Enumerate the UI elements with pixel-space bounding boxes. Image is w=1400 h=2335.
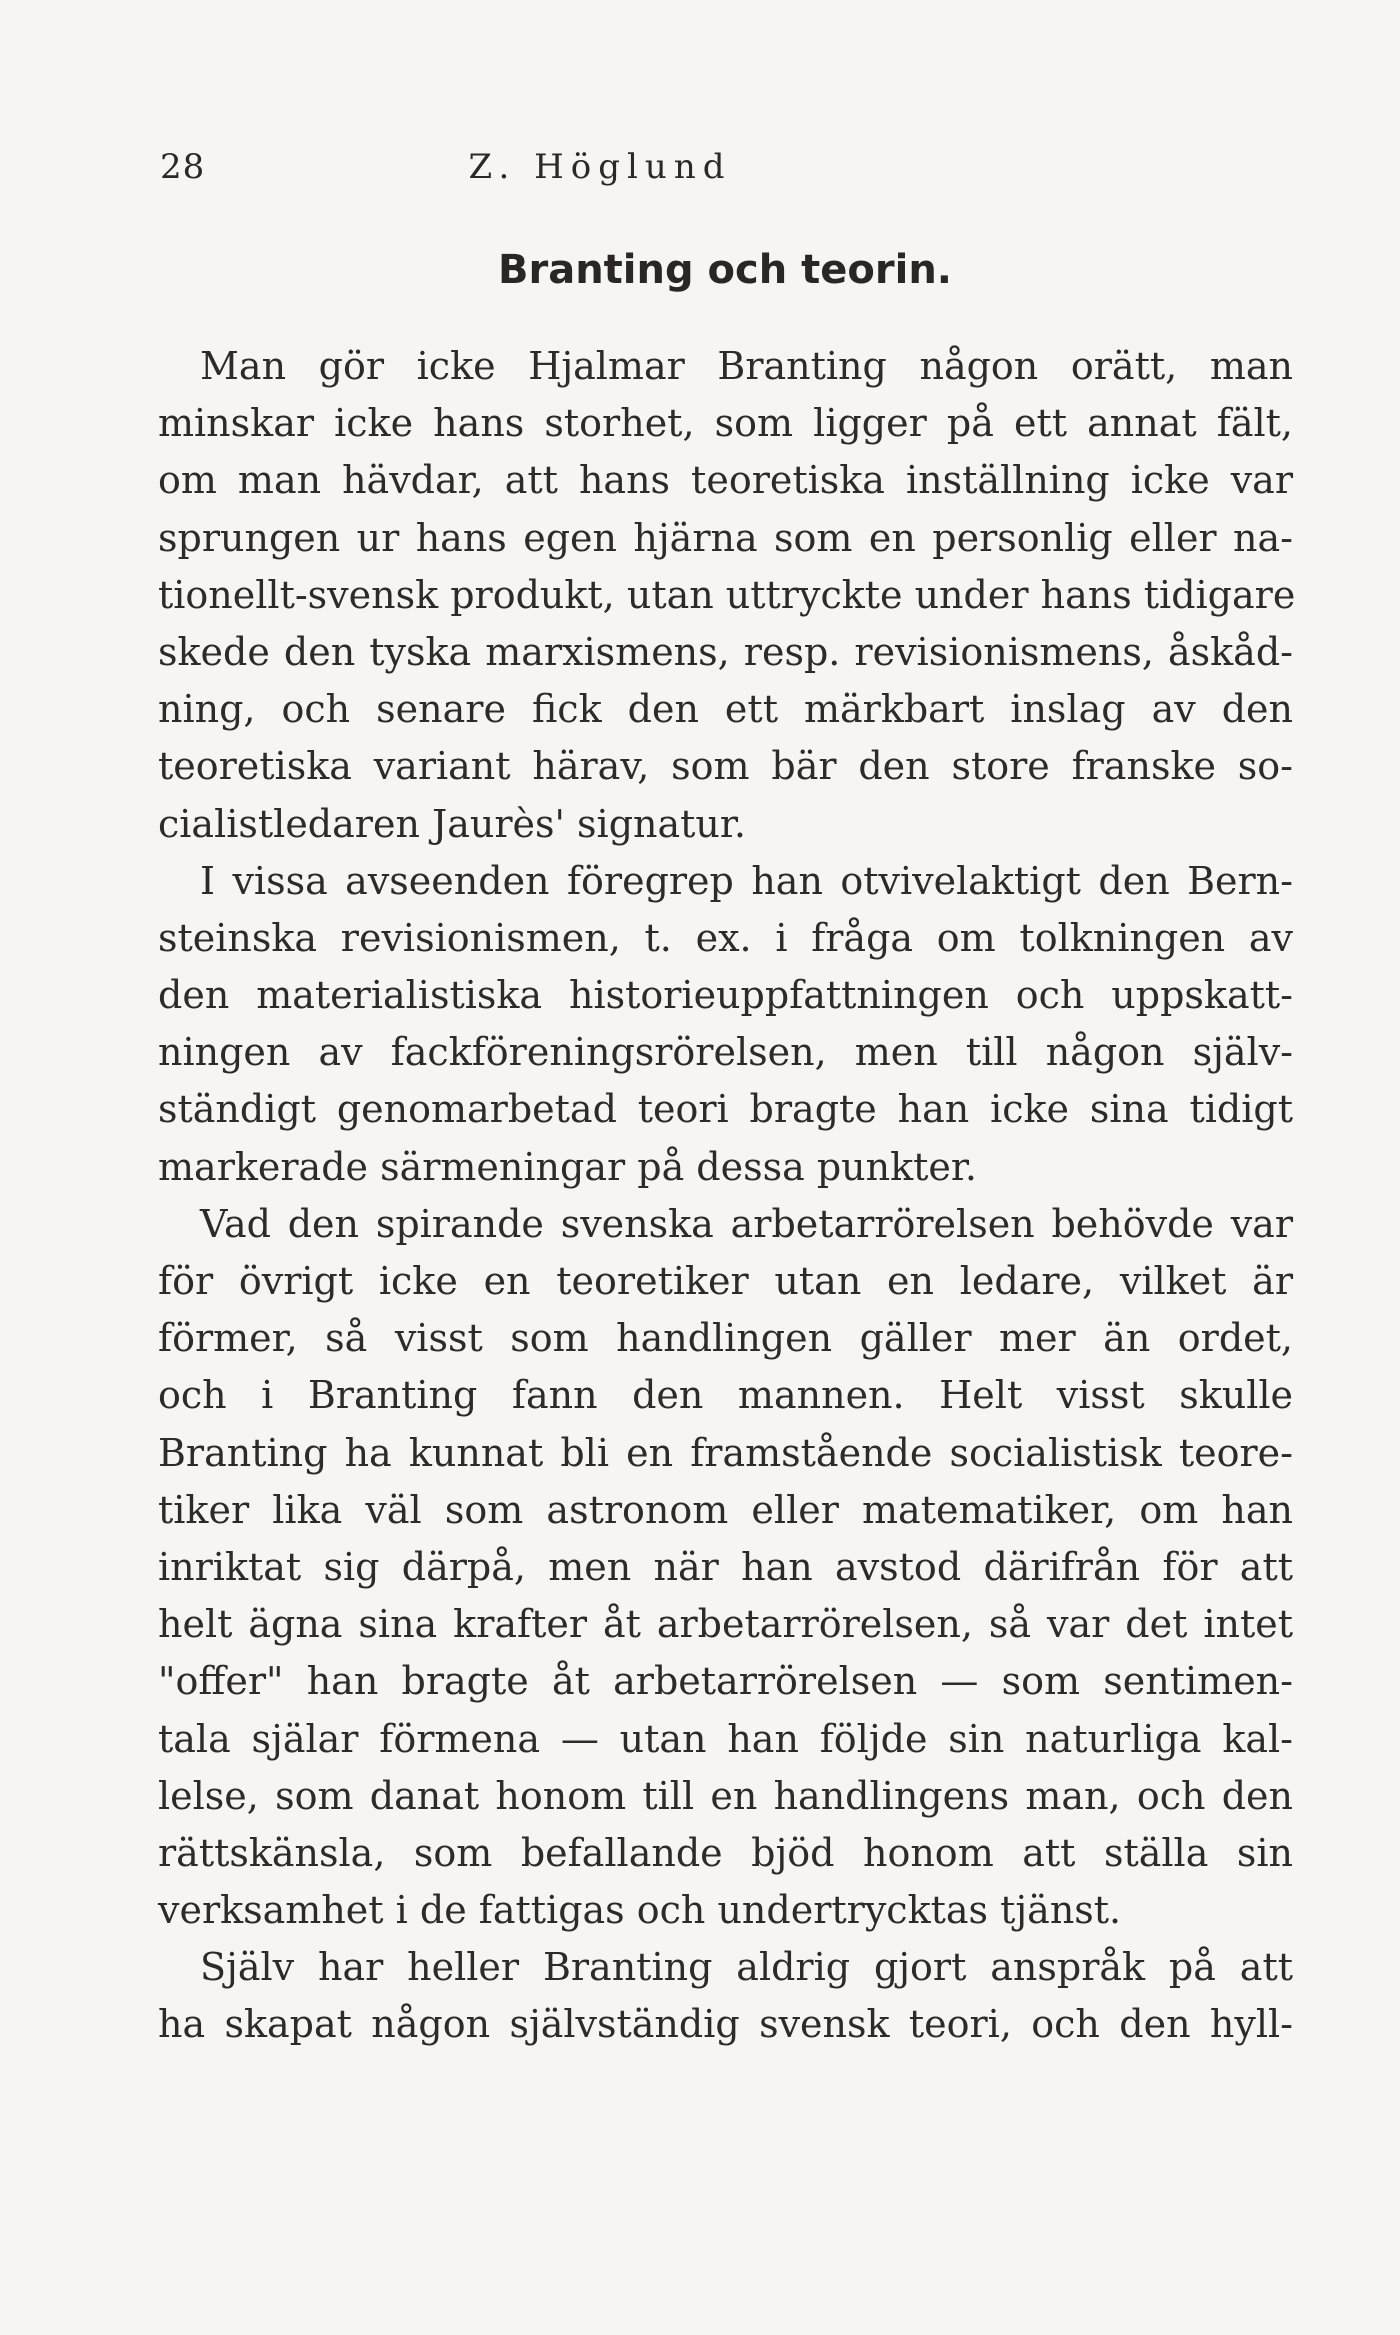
text-line: "offer" han bragte åt arbetarrörelsen — som sentimen- <box>158 1659 1293 1704</box>
section-title: Branting och teorin. <box>498 247 952 293</box>
text-line: ständigt genomarbetad teori bragte han icke sina tidigt <box>158 1087 1293 1132</box>
text-line: inriktat sig därpå, men när han avstod därifrån för att <box>158 1544 1293 1589</box>
text-line: rättskänsla, som befallande bjöd honom att ställa sin <box>158 1830 1293 1875</box>
text-line: verksamhet i de fattigas och undertrycktas tjänst. <box>158 1888 1122 1933</box>
text-line: minskar icke hans storhet, som ligger på ett annat fält, <box>158 401 1293 446</box>
text-line: ningen av fackföreningsrörelsen, men till någon själv- <box>158 1030 1293 1075</box>
text-line: för övrigt icke en teoretiker utan en ledare, vilket är <box>158 1259 1293 1303</box>
text-line: markerade särmeningar på dessa punkter. <box>158 1144 977 1189</box>
text-line: ning, och senare fick den ett märkbart inslag av den <box>158 687 1293 732</box>
text-line: sprungen ur hans egen hjärna som en personlig eller na- <box>158 515 1293 560</box>
text-line: skede den tyska marxismens, resp. revisionismens, åskåd- <box>158 629 1293 674</box>
text-line: Vad den spirande svenska arbetarrörelsen behövde var <box>200 1201 1293 1246</box>
text-line: den materialistiska historieuppfattningen och uppskatt- <box>158 973 1293 1018</box>
running-head <box>160 142 1290 192</box>
page-number: 28 <box>160 147 206 187</box>
text-line: steinska revisionismen, t. ex. i fråga om tolkningen av <box>158 915 1293 960</box>
text-line: tala själar förmena — utan han följde sin naturliga kal- <box>158 1716 1293 1761</box>
body-text <box>158 338 1296 2054</box>
text-line: I vissa avseenden föregrep han otvivelaktigt den Bern- <box>200 858 1293 903</box>
text-line: tionellt-svensk produkt, utan uttryckte under hans tidigare <box>158 572 1296 617</box>
text-line: lelse, som danat honom till en handlingens man, och den <box>158 1773 1293 1818</box>
text-line: och i Branting fann den mannen. Helt visst skulle <box>158 1373 1293 1418</box>
text-line: cialistledaren Jaurès' signatur. <box>158 801 746 846</box>
text-line: förmer, så visst som handlingen gäller mer än ordet, <box>158 1316 1293 1361</box>
text-line: om man hävdar, att hans teoretiska inställning icke var <box>158 458 1293 503</box>
text-line: tiker lika väl som astronom eller matematiker, om han <box>158 1487 1293 1532</box>
running-head-author: Z. Höglund <box>468 147 732 187</box>
text-line: helt ägna sina krafter åt arbetarrörelsen, så var det intet <box>158 1602 1293 1647</box>
text-line: teoretiska variant härav, som bär den store franske so- <box>158 744 1293 789</box>
text-line: Branting ha kunnat bli en framstående socialistisk teore- <box>158 1430 1293 1475</box>
text-line: ha skapat någon självständig svensk teori, och den hyll- <box>158 2002 1293 2047</box>
text-line: Själv har heller Branting aldrig gjort anspråk på att <box>200 1945 1293 1990</box>
text-line: Man gör icke Hjalmar Branting någon orätt, man <box>200 344 1293 388</box>
